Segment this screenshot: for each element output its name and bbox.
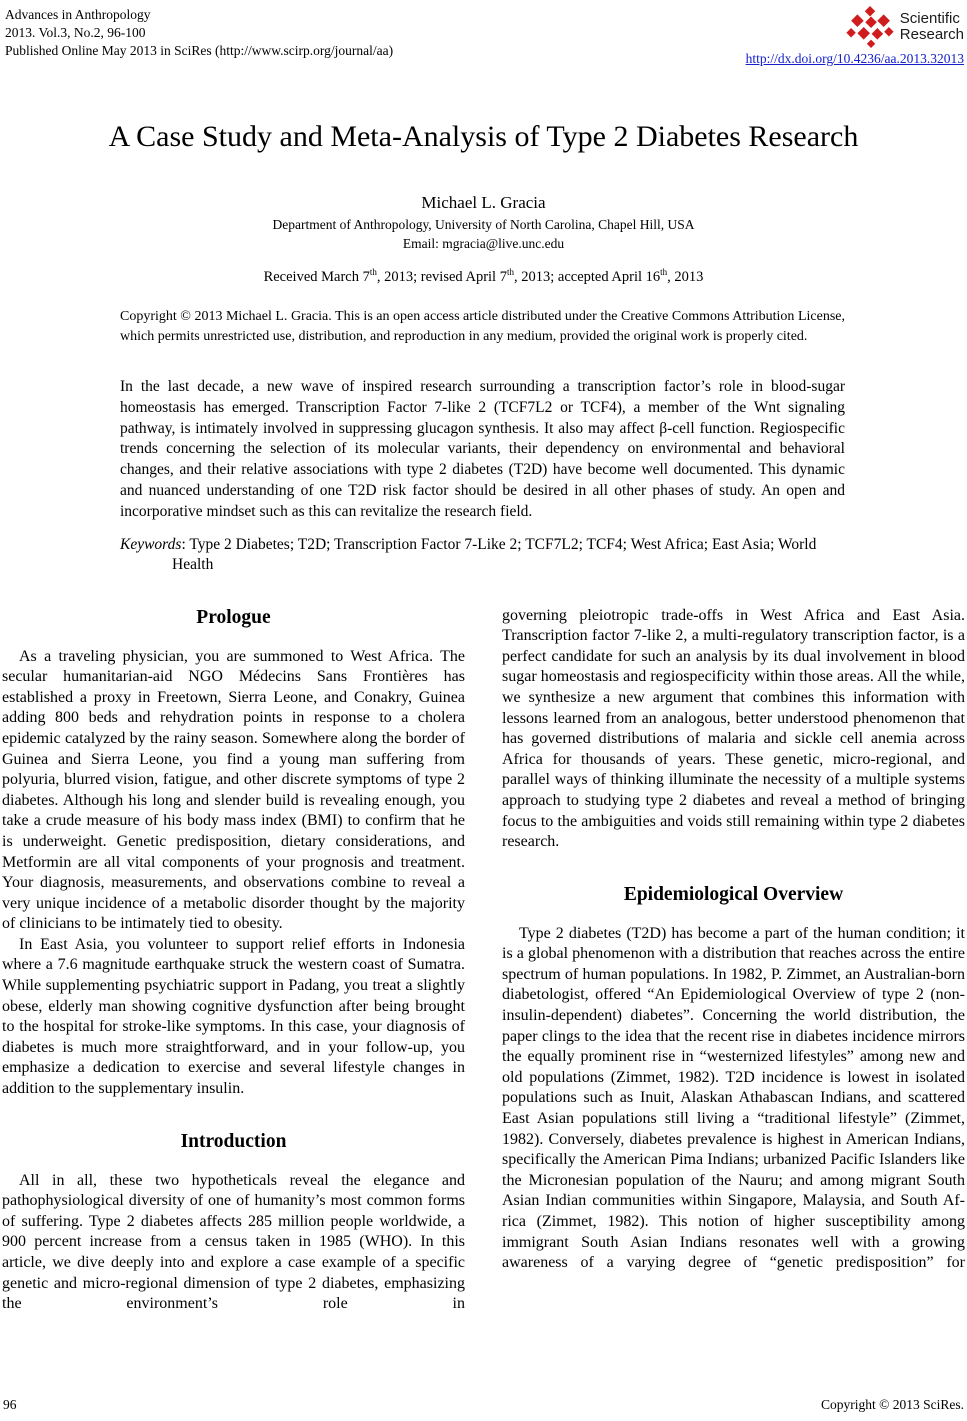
received-text-part: Received March 7 [263,269,370,285]
keywords-text: Type 2 Diabetes; T2D; Transcription Factor 7-Like 2; TCF7L2; TCF4; West Africa; East Asia; World Health [172,535,817,574]
journal-name: Advances in Anthropology [5,7,151,22]
doi-link[interactable]: http://dx.doi.org/10.4236/aa.2013.32013 [745,51,964,66]
received-dates [0,268,967,286]
publisher-logo [845,6,964,48]
publisher-name-line2: Research [899,26,964,43]
ordinal-suffix: th [506,267,514,278]
page-number: 96 [3,1397,17,1412]
page-footer [3,1397,964,1413]
author-name: Michael L. Gracia [421,193,546,212]
received-text-part: , 2013 [667,269,704,285]
epidemiological-overview-paragraph-1: Type 2 diabetes (T2D) has become a part of the human condition; it is a global phenomenon with a distribution that reaches across the entire spectrum of human populations. In 1982, P. Zimmet, an Australian-born diabetologist, offered “An Epidemiological Overview of type 2 (non-insulin-dependent) diabetes”. Concerning the world distribution, the paper clings to the idea that the recent rise in diabetes incidence mirrors the equally prominent rise in “westernized lifestyles” among new and old populations (Zimmet, 1982). T2D incidence is lowest in isolated populations such as Inuit, Alaskan Athabascan Indians, and scattered East Asian populations still living a “traditional lifestyle” (Zimmet, 1982). Conversely, diabetes prevalence is highest in American Indians, specifically the American Pima Indians; urbanized Pacific Islanders like the Micronesian population of the Nauru; and among migrant South Asian Indian communities within Singapore, Malaysia, and South Africa (Zimmet, 1982). This notion of higher susceptibility among immigrant South Asian Indians resonates well with a growing awareness of a varying degree of “genetic predisposition” for [502,924,965,1272]
author-affiliation: Department of Anthropology, University of North Carolina, Chapel Hill, USA [272,217,695,232]
keywords-separator: : [181,535,190,553]
keywords-label: Keywords [120,535,182,553]
introduction-paragraph-1: All in all, these two hypotheticals reveal the elegance and pathophysiological diversity of one of humanity’s most common forms of suffering. Type 2 diabetes affects 285 million people worldwide, a 900 percent increase from a census taken in 1985 (WHO). In this article, we dive deeply into and explore a case example of a specific genetic and micro-regional dimension of type 2 diabetes, emphasizing the environment’s role in [2,1171,465,1313]
footer-copyright: Copyright © 2013 SciRes. [820,1397,964,1412]
journal-issue: 2013. Vol.3, No.2, 96-100 [5,25,146,40]
journal-published-line: Published Online May 2013 in SciRes (http://www.scirp.org/journal/aa) [5,43,394,58]
received-text-part: , 2013; revised April 7 [376,269,507,285]
section-heading-introduction: Introduction [180,1130,287,1152]
keywords-line [120,535,845,576]
article-title: A Case Study and Meta-Analysis of Type 2 Diabetes Research [108,120,859,153]
introduction-paragraph-continuation: governing pleiotropic trade-offs in West Africa and East Asia. Transcription factor 7-like 2, a multi-regulatory transcription factor, is a perfect candidate for such an analysis by its dual involvement in blood sugar homeostasis and regiospecificity within those areas. All the while, we synthesize a new argument that combines this information with lessons learned from an analogous, better understood phenomenon that has governed distributions of malaria and sickle cell anemia across Africa for thousands of years. These genetic, micro-regional, and parallel ways of thinking illuminate the necessity of a multiple systems approach to studying type 2 diabetes and reveal a method of bringing focus to the ambiguities and voids still remaining within type 2 diabetes research. [502,606,965,851]
scientific-research-diamonds-icon [845,6,895,48]
received-text-part: , 2013; accepted April 16 [513,269,661,285]
right-column [502,606,965,1315]
left-column [2,606,465,1315]
copyright-notice: Copyright © 2013 Michael L. Gracia. This is an open access article distributed under the Creative Commons Attribution License, which permits unrestricted use, distribution, and reproduction in any medium, provided the original work is properly cited. [120,309,845,344]
publisher-name [900,11,964,43]
section-heading-epidemiological-overview: Epidemiological Overview [623,883,844,905]
abstract-text: In the last decade, a new wave of inspired research surrounding a transcription factor’s role in blood-sugar homeostasis has emerged. Transcription Factor 7-like 2 (TCF7L2 or TCF4), a member of the Wnt signaling pathway, is intimately involved in suppressing glucagon synthesis. It also may affect β-cell function. Regiospecific trends concerning the selection of its molecular variants, their dependency on environmental and behavioral changes, and their relative associations with type 2 diabetes (T2D) have become well documented. This dynamic and nuanced understanding of one T2D risk factor should be desired in all other phases of study. An open and incorporative mindset such as this can revitalize the research field. [120,378,845,520]
section-heading-prologue: Prologue [196,606,271,628]
author-email: Email: mgracia@live.unc.edu [402,236,565,251]
journal-info [5,6,393,60]
ordinal-suffix: th [369,267,377,278]
prologue-paragraph-1: As a traveling physician, you are summoned to West Africa. The secular humanitarian-aid NGO Médecins Sans Frontières has established a proxy in Freetown, Sierra Leone, and Conakry, Guinea adding 800 beds and rehydration points in response to a cholera epidemic catalyzed by the rainy season. Somewhere along the border of Guinea and Sierra Leone, you find a young man suffering from polyuria, blurred vision, fatigue, and other discrete symptoms of type 2 diabetes. Although his long and slender build is revealing enough, you take a crude measure of his body mass index (BMI) to confirm that he is underweight. Genetic predisposition, dietary considerations, and Metformin are all vital components of your prognosis and treatment. Your diagnosis, measurements, and observations combine to reveal a very unique incidence of a metabolic disorder thought by the majority of clinicians to be intimately tied to obesity. [2,647,465,933]
publisher-name-line1: Scientific [899,10,960,27]
page-header [0,0,967,67]
prologue-paragraph-2: In East Asia, you volunteer to support relief efforts in Indonesia where a 7.6 magnitude earthquake struck the western coast of Sumatra. While supplementing psychiatric support in Padang, you treat a slightly obese, elderly man showing cognitive dysfunction after being brought to the hospital for stroke-like symptoms. In this case, your diagnosis of diabetes is much more straightforward, and in your follow-up, you emphasize a dedication to exercise and several lifestyle changes in addition to the supplementary insulin. [2,935,465,1098]
ordinal-suffix: th [660,267,668,278]
publisher-block [746,6,964,67]
body-columns [0,606,967,1315]
